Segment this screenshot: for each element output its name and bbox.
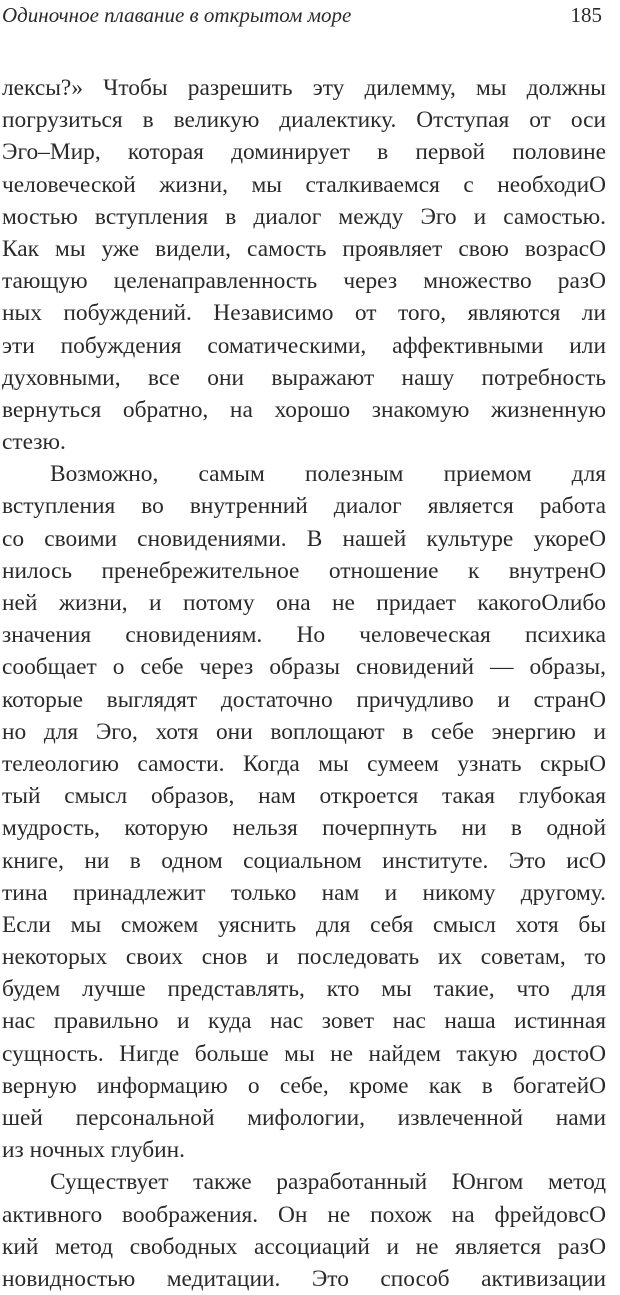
paragraph [2,1166,606,1295]
text-line: сообщает о себе через образы сновидений — образы, [2,654,606,681]
text-line: вступления во внутренний диалог является работа [2,493,606,520]
text-line: тающую целенаправленность через множество разO [2,268,606,295]
paragraph [2,72,606,458]
text-line: лексы?» Чтобы разрешить эту дилемму, мы должны [2,75,606,101]
text-line: стезю. [2,429,66,456]
text-line: эти побуждения соматическими, аффективными или [2,332,606,359]
text-line: сущность. Нигде больше мы не найдем такую достоO [2,1040,606,1067]
text-line: со своими сновидениями. В нашей культуре укореO [2,525,606,552]
text-line: нас правильно и куда нас зовет нас наша истинная [2,1008,606,1035]
text-line: Как мы уже видели, самость проявляет свою возрасO [2,235,606,262]
text-line: шей персональной мифологии, извлеченной нами [2,1105,606,1131]
text-line: тина принадлежит только нам и никому другому. [2,879,606,906]
text-line: книге, ни в одном социальном институте. Это исO [2,847,606,874]
text-line: Эго–Мир, которая доминирует в первой половине [2,139,606,166]
paragraph [2,458,606,1166]
text-line: будем лучше представлять, кто мы такие, что для [2,976,606,1003]
body-text [2,72,606,1295]
page-header [0,2,602,28]
running-title: Одиночное плавание в открытом море [2,3,352,27]
text-line: мостью вступления в диалог между Эго и самостью. [2,203,606,230]
text-line: нилось пренебрежительное отношение к внутренO [2,557,606,584]
text-line: духовными, все они выражают нашу потребность [2,364,606,391]
text-line: Возможно, самым полезным приемом для [50,461,606,488]
page-number: 185 [570,3,602,27]
text-line: ней жизни, и потому она не придает какогоOлибо [2,590,606,616]
text-line: телеологию самости. Когда мы сумеем узнать скрыO [2,750,606,777]
text-line: из ночных глубин. [2,1137,186,1164]
text-line: значения сновидениям. Но человеческая психика [2,622,606,649]
text-line: но для Эго, хотя они воплощают в себе энергию и [2,718,606,745]
text-line: вернуться обратно, на хорошо знакомую жизненную [2,396,606,423]
text-line: новидностью медитации. Это способ активизации [2,1265,606,1292]
text-line: активного воображения. Он не похож на фрейдовсO [2,1201,606,1228]
text-line: Существует также разработанный Юнгом метод [50,1169,606,1196]
text-line: погрузиться в великую диалектику. Отступая от оси [2,107,606,134]
text-line: человеческой жизни, мы сталкиваемся с необходиO [2,171,606,198]
text-line: кий метод свободных ассоциаций и не является разO [2,1233,606,1260]
text-line: мудрость, которую нельзя почерпнуть ни в одной [2,815,606,842]
text-line: некоторых своих снов и последовать их советам, то [2,944,606,971]
text-line: верную информацию о себе, кроме как в богатейO [2,1072,606,1099]
text-line: которые выглядят достаточно причудливо и странO [2,686,606,713]
text-line: тый смысл образов, нам откроется такая глубокая [2,783,606,810]
text-line: Если мы сможем уяснить для себя смысл хотя бы [2,911,606,938]
text-line: ных побуждений. Независимо от того, являются ли [2,300,606,327]
